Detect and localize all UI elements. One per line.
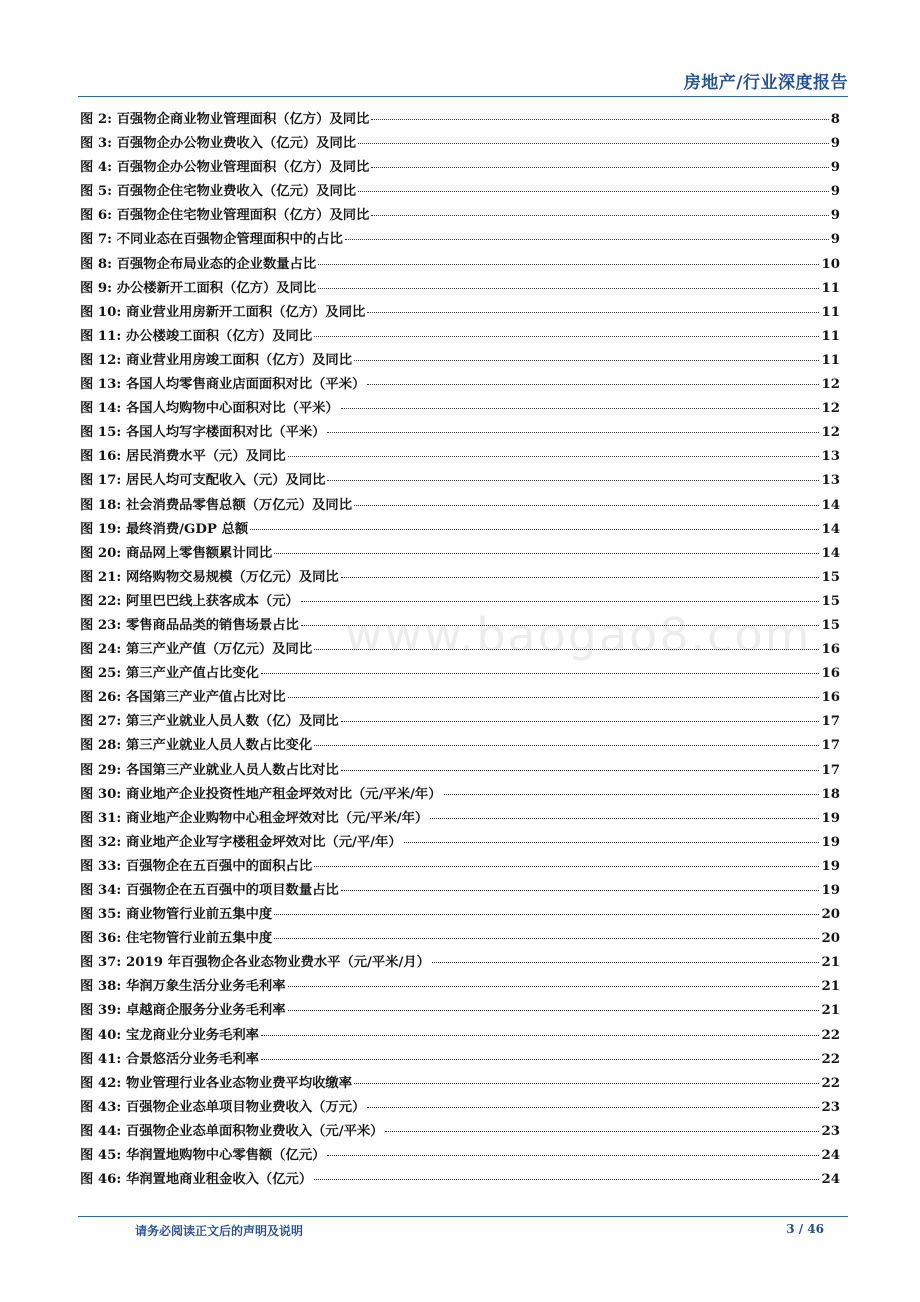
- toc-entry-page: 20: [821, 907, 840, 923]
- toc-leader-dots: [341, 770, 820, 771]
- toc-leader-dots: [341, 890, 820, 891]
- toc-entry-title: 图 43: 百强物企业态单项目物业费收入（万元）: [80, 1099, 366, 1115]
- toc-entry[interactable]: [80, 204, 840, 228]
- toc-entry[interactable]: [80, 1048, 840, 1072]
- toc-entry-page: 16: [821, 666, 840, 682]
- toc-entry-page: 20: [821, 931, 840, 947]
- toc-leader-dots: [274, 938, 819, 939]
- toc-entry-page: 15: [821, 593, 840, 609]
- footer-disclaimer: 请务必阅读正文后的声明及说明: [135, 1224, 304, 1238]
- toc-entry[interactable]: [80, 1072, 840, 1096]
- toc-entry-title: 图 31: 商业地产企业购物中心租金坪效对比（元/平米/年）: [80, 810, 429, 826]
- toc-entry[interactable]: [80, 759, 840, 783]
- toc-entry-title: 图 21: 网络购物交易规模（万亿元）及同比: [80, 569, 339, 585]
- toc-leader-dots: [327, 1155, 819, 1156]
- toc-entry-page: 14: [821, 521, 840, 537]
- toc-entry-title: 图 42: 物业管理行业各业态物业费平均收缴率: [80, 1075, 353, 1091]
- toc-entry-title: 图 11: 办公楼竣工面积（亿方）及同比: [80, 328, 313, 344]
- toc-entry-page: 17: [821, 762, 840, 778]
- toc-entry[interactable]: [80, 710, 840, 734]
- toc-entry[interactable]: [80, 927, 840, 951]
- toc-entry-title: 图 45: 华润置地购物中心零售额（亿元）: [80, 1148, 326, 1164]
- toc-entry-title: 图 7: 不同业态在百强物企管理面积中的占比: [80, 232, 343, 248]
- toc-entry-page: 21: [821, 1003, 840, 1019]
- toc-entry[interactable]: [80, 156, 840, 180]
- toc-entry-title: 图 27: 第三产业就业人员人数（亿）及同比: [80, 714, 339, 730]
- toc-entry-page: 9: [830, 208, 840, 224]
- report-header-title: 房地产/行业深度报告: [683, 73, 848, 93]
- toc-entry[interactable]: [80, 879, 840, 903]
- toc-entry[interactable]: [80, 397, 840, 421]
- toc-leader-dots: [354, 360, 819, 361]
- toc-entry[interactable]: [80, 999, 840, 1023]
- toc-entry-title: 图 34: 百强物企在五百强中的项目数量占比: [80, 883, 339, 898]
- toc-entry-page: 19: [821, 858, 840, 874]
- toc-entry-page: 8: [830, 112, 840, 127]
- toc-entry-title: 图 3: 百强物企办公物业费收入（亿元）及同比: [80, 136, 357, 152]
- toc-entry-page: 9: [830, 232, 840, 248]
- toc-entry[interactable]: [80, 566, 840, 590]
- toc-entry-page: 12: [821, 377, 840, 393]
- toc-entry-title: 图 24: 第三产业产值（万亿元）及同比: [80, 642, 313, 658]
- toc-leader-dots: [261, 1059, 820, 1060]
- toc-entry-title: 图 6: 百强物企住宅物业管理面积（亿方）及同比: [80, 208, 370, 224]
- toc-leader-dots: [314, 745, 819, 746]
- footer-divider: [78, 1216, 848, 1217]
- toc-leader-dots: [314, 866, 819, 867]
- toc-entry[interactable]: [80, 1024, 840, 1048]
- toc-entry-title: 图 38: 华润万象生活分业务毛利率: [80, 979, 286, 995]
- toc-entry[interactable]: [80, 373, 840, 397]
- toc-entry-page: 13: [821, 449, 840, 465]
- toc-entry-title: 图 29: 各国第三产业就业人员人数占比对比: [80, 762, 339, 778]
- toc-entry[interactable]: [80, 831, 840, 855]
- toc-leader-dots: [274, 914, 819, 915]
- toc-entry[interactable]: [80, 180, 840, 204]
- toc-entry[interactable]: [80, 301, 840, 325]
- toc-leader-dots: [341, 577, 820, 578]
- toc-entry-page: 22: [821, 1075, 840, 1091]
- toc-entry-title: 图 32: 商业地产企业写字楼租金坪效对比（元/平/年）: [80, 834, 402, 850]
- toc-leader-dots: [341, 721, 820, 722]
- toc-entry[interactable]: [80, 325, 840, 349]
- footer-page-number: 3 / 46: [786, 1222, 824, 1236]
- toc-entry[interactable]: [80, 108, 840, 132]
- toc-entry-page: 9: [830, 160, 840, 176]
- toc-entry-page: 17: [821, 738, 840, 754]
- toc-entry[interactable]: [80, 951, 840, 975]
- toc-entry[interactable]: [80, 494, 840, 518]
- toc-leader-dots: [288, 456, 820, 457]
- toc-entry-page: 14: [821, 545, 840, 561]
- toc-entry-page: 15: [821, 617, 840, 633]
- toc-leader-dots: [371, 215, 828, 216]
- toc-entry-title: 图 23: 零售商品品类的销售场景占比: [80, 617, 299, 633]
- toc-entry-title: 图 36: 住宅物管行业前五集中度: [80, 931, 273, 947]
- toc-entry-title: 图 44: 百强物企业态单面积物业费收入（元/平米）: [80, 1123, 384, 1139]
- toc-leader-dots: [358, 191, 829, 192]
- toc-leader-dots: [371, 167, 828, 168]
- toc-leader-dots: [314, 336, 819, 337]
- toc-leader-dots: [261, 673, 820, 674]
- toc-entry-title: 图 12: 商业营业用房竣工面积（亿方）及同比: [80, 352, 353, 368]
- toc-entry-title: 图 33: 百强物企在五百强中的面积占比: [80, 858, 313, 874]
- toc-entry[interactable]: [80, 807, 840, 831]
- toc-entry-page: 12: [821, 401, 840, 417]
- toc-leader-dots: [318, 264, 819, 265]
- toc-entry[interactable]: [80, 1144, 840, 1168]
- toc-leader-dots: [367, 312, 819, 313]
- toc-entry[interactable]: [80, 855, 840, 879]
- toc-entry[interactable]: [80, 542, 840, 566]
- toc-leader-dots: [250, 529, 819, 530]
- toc-entry-title: 图 40: 宝龙商业分业务毛利率: [80, 1027, 259, 1043]
- toc-entry-title: 图 13: 各国人均零售商业店面面积对比（平米）: [80, 377, 366, 393]
- toc-leader-dots: [371, 119, 828, 120]
- toc-entry-title: 图 8: 百强物企布局业态的企业数量占比: [80, 256, 317, 272]
- toc-entry[interactable]: [80, 277, 840, 301]
- toc-entry-page: 21: [821, 979, 840, 995]
- toc-entry[interactable]: [80, 1120, 840, 1144]
- toc-entry-page: 24: [821, 1172, 840, 1188]
- toc-entry[interactable]: [80, 686, 840, 710]
- toc-entry[interactable]: [80, 445, 840, 469]
- toc-entry-page: 17: [821, 714, 840, 730]
- toc-entry-title: 图 15: 各国人均写字楼面积对比（平米）: [80, 425, 326, 441]
- toc-entry-page: 24: [821, 1148, 840, 1164]
- toc-leader-dots: [367, 1107, 819, 1108]
- toc-entry[interactable]: [80, 228, 840, 252]
- toc-entry-page: 18: [821, 786, 840, 802]
- toc-entry-page: 11: [821, 304, 840, 320]
- toc-entry[interactable]: [80, 132, 840, 156]
- toc-leader-dots: [327, 432, 819, 433]
- toc-leader-dots: [327, 480, 819, 481]
- toc-entry-title: 图 19: 最终消费/GDP 总额: [80, 521, 249, 537]
- toc-leader-dots: [404, 842, 820, 843]
- watermark: www.baogao8.com: [345, 608, 812, 662]
- toc-entry-title: 图 26: 各国第三产业产值占比对比: [80, 690, 286, 706]
- toc-entry-title: 图 41: 合景悠活分业务毛利率: [80, 1051, 259, 1067]
- toc-entry-page: 19: [821, 883, 840, 898]
- toc-entry[interactable]: [80, 1096, 840, 1120]
- toc-entry-page: 19: [821, 834, 840, 850]
- toc-entry-title: 图 5: 百强物企住宅物业费收入（亿元）及同比: [80, 184, 357, 200]
- toc-entry-page: 11: [821, 328, 840, 344]
- toc-entry-page: 13: [821, 473, 840, 489]
- toc-leader-dots: [274, 553, 819, 554]
- toc-entry-page: 16: [821, 690, 840, 706]
- toc-entry-title: 图 10: 商业营业用房新开工面积（亿方）及同比: [80, 304, 366, 320]
- toc-entry-page: 16: [821, 642, 840, 658]
- toc-entry-page: 10: [821, 256, 840, 272]
- toc-leader-dots: [367, 384, 819, 385]
- toc-entry-title: 图 37: 2019 年百强物企各业态物业费水平（元/平米/月）: [80, 955, 430, 971]
- header-divider: [78, 96, 848, 97]
- toc-leader-dots: [318, 288, 819, 289]
- toc-entry[interactable]: [80, 903, 840, 927]
- toc-entry-title: 图 17: 居民人均可支配收入（元）及同比: [80, 473, 326, 489]
- toc-entry-title: 图 22: 阿里巴巴线上获客成本（元）: [80, 593, 299, 609]
- toc-leader-dots: [341, 408, 820, 409]
- toc-leader-dots: [301, 601, 820, 602]
- toc-entry-title: 图 35: 商业物管行业前五集中度: [80, 907, 273, 923]
- toc-leader-dots: [432, 962, 820, 963]
- toc-leader-dots: [314, 1179, 819, 1180]
- toc-entry-page: 12: [821, 425, 840, 441]
- toc-entry[interactable]: [80, 518, 840, 542]
- toc-leader-dots: [288, 1010, 820, 1011]
- toc-entry-title: 图 39: 卓越商企服务分业务毛利率: [80, 1003, 286, 1019]
- toc-entry-title: 图 9: 办公楼新开工面积（亿方）及同比: [80, 280, 317, 296]
- toc-entry[interactable]: [80, 349, 840, 373]
- toc-entry-title: 图 20: 商品网上零售额累计同比: [80, 545, 273, 561]
- toc-entry-title: 图 30: 商业地产企业投资性地产租金坪效对比（元/平米/年）: [80, 786, 442, 802]
- toc-entry-page: 19: [821, 810, 840, 826]
- toc-entry-page: 22: [821, 1027, 840, 1043]
- toc-entry-page: 21: [821, 955, 840, 971]
- toc-leader-dots: [354, 1083, 819, 1084]
- toc-leader-dots: [288, 986, 820, 987]
- toc-entry-page: 14: [821, 497, 840, 513]
- toc-entry-title: 图 2: 百强物企商业物业管理面积（亿方）及同比: [80, 112, 370, 127]
- toc-leader-dots: [261, 1035, 820, 1036]
- toc-leader-dots: [354, 505, 819, 506]
- toc-entry-page: 15: [821, 569, 840, 585]
- toc-leader-dots: [444, 794, 820, 795]
- toc-entry-title: 图 18: 社会消费品零售总额（万亿元）及同比: [80, 497, 353, 513]
- toc-entry-page: 23: [821, 1099, 840, 1115]
- toc-entry-page: 11: [821, 352, 840, 368]
- toc-leader-dots: [288, 697, 820, 698]
- toc-leader-dots: [385, 1131, 819, 1132]
- toc-leader-dots: [358, 143, 829, 144]
- toc-leader-dots: [345, 239, 829, 240]
- toc-leader-dots: [430, 818, 819, 819]
- toc-entry[interactable]: [80, 734, 840, 758]
- toc-entry-title: 图 14: 各国人均购物中心面积对比（平米）: [80, 401, 339, 417]
- toc-entry[interactable]: [80, 1168, 840, 1192]
- toc-entry[interactable]: [80, 421, 840, 445]
- toc-entry-page: 23: [821, 1123, 840, 1139]
- toc-entry-title: 图 46: 华润置地商业租金收入（亿元）: [80, 1172, 313, 1188]
- toc-entry[interactable]: [80, 253, 840, 277]
- toc-entry-page: 9: [830, 136, 840, 152]
- toc-entry-title: 图 28: 第三产业就业人员人数占比变化: [80, 738, 313, 754]
- toc-entry[interactable]: [80, 975, 840, 999]
- toc-entry-title: 图 25: 第三产业产值占比变化: [80, 666, 259, 682]
- toc-entry-page: 11: [821, 280, 840, 296]
- toc-entry-page: 9: [830, 184, 840, 200]
- toc-entry-page: 22: [821, 1051, 840, 1067]
- toc-entry[interactable]: [80, 662, 840, 686]
- toc-entry[interactable]: [80, 783, 840, 807]
- toc-entry-title: 图 4: 百强物企办公物业管理面积（亿方）及同比: [80, 160, 370, 176]
- toc-entry-title: 图 16: 居民消费水平（元）及同比: [80, 449, 286, 465]
- toc-entry[interactable]: [80, 469, 840, 493]
